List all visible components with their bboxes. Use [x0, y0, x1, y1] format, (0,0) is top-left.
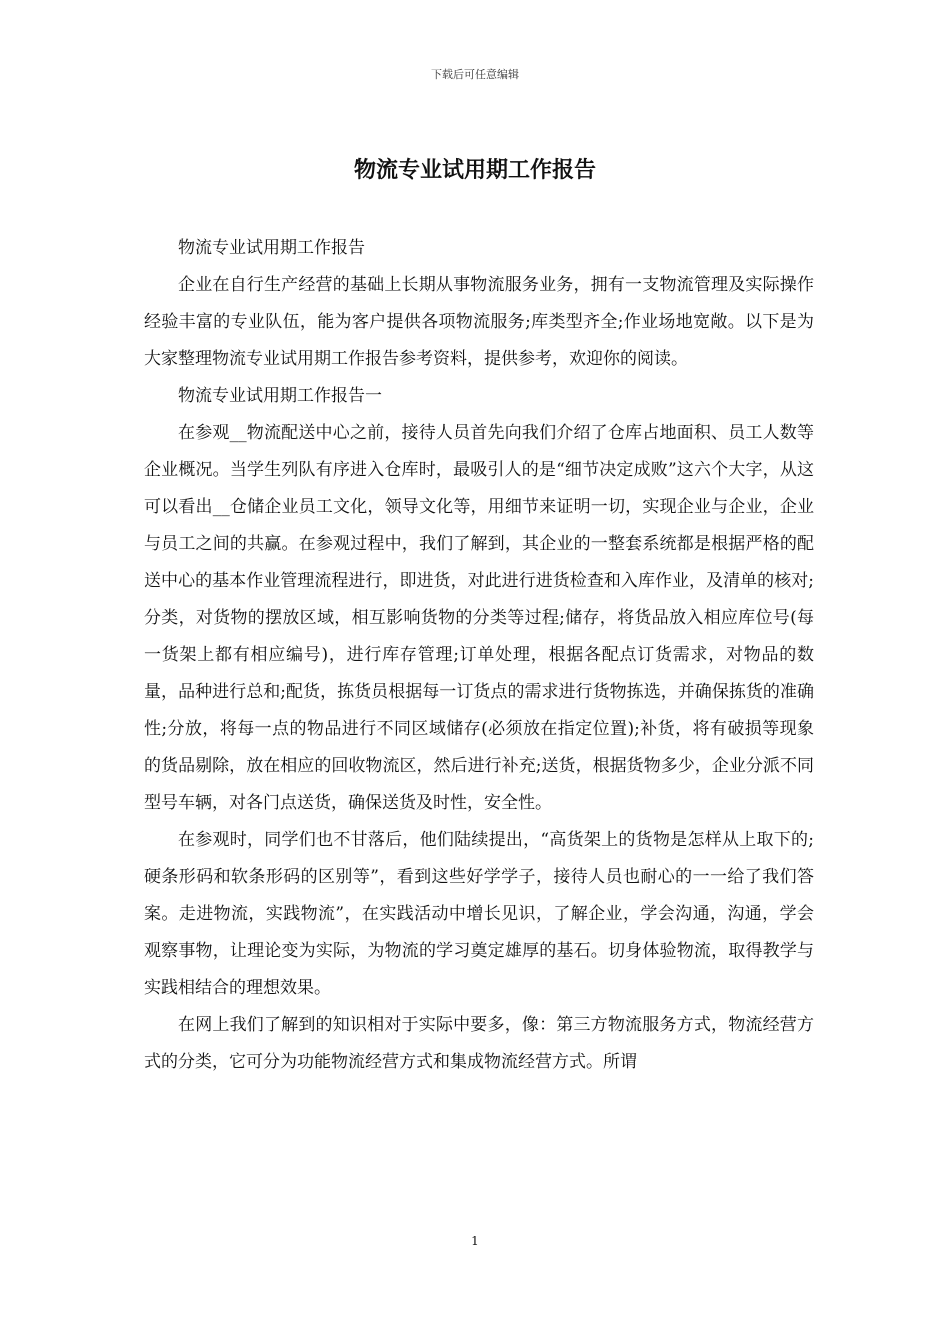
paragraph: 企业在自行生产经营的基础上长期从事物流服务业务，拥有一支物流管理及实际操作经验丰富的专业队伍，能为客户提供各项物流服务;库类型齐全;作业场地宽敞。以下是为大家整理物流专业试用期工作报告参考资料，提供参考，欢迎你的阅读。: [144, 275, 814, 369]
document-title: 物流专业试用期工作报告: [353, 157, 596, 183]
paragraph: 在参观__物流配送中心之前，接待人员首先向我们介绍了仓库占地面积、员工人数等企业概况。当学生列队有序进入仓库时，最吸引人的是“细节决定成败”这六个大字，从这可以看出__仓储企业员工文化，领导文化等，用细节来证明一切，实现企业与企业，企业与员工之间的共赢。在参观过程中，我们了解到，其企业的一整套系统都是根据严格的配送中心的基本作业管理流程进行，即进货，对此进行进货检查和入库作业，及清单的核对;分类，对货物的摆放区域，相互影响货物的分类等过程;储存，将货品放入相应库位号(每一货架上都有相应编号)，进行库存管理;订单处理，根据各配点订货需求，对物品的数量，品种进行总和;配货，拣货员根据每一订货点的需求进行货物拣选，并确保拣货的准确性;分放，将每一点的物品进行不同区域储存(必须放在指定位置);补货，将有破损等现象的货品剔除，放在相应的回收物流区，然后进行补充;送货，根据货物多少，企业分派不同型号车辆，对各门点送货，确保送货及时性，安全性。: [144, 423, 814, 813]
header-note: 下载后可任意编辑: [431, 68, 519, 81]
paragraph: 在网上我们了解到的知识相对于实际中要多，像：第三方物流服务方式，物流经营方式的分类，它可分为功能物流经营方式和集成物流经营方式。所谓: [144, 1015, 814, 1072]
intro-heading: 物流专业试用期工作报告: [178, 238, 365, 258]
paragraph: 在参观时，同学们也不甘落后，他们陆续提出，“高货架上的货物是怎样从上取下的;硬条形码和软条形码的区别等”，看到这些好学学子，接待人员也耐心的一一给了我们答案。走进物流，实践物流”，在实践活动中增长见识，了解企业，学会沟通，沟通，学会观察事物，让理论变为实际，为物流的学习奠定雄厚的基石。切身体验物流，取得教学与实践相结合的理想效果。: [144, 830, 814, 998]
document-body: [144, 230, 814, 1081]
page-number: 1: [471, 1234, 479, 1248]
section-heading: 物流专业试用期工作报告一: [178, 386, 382, 406]
